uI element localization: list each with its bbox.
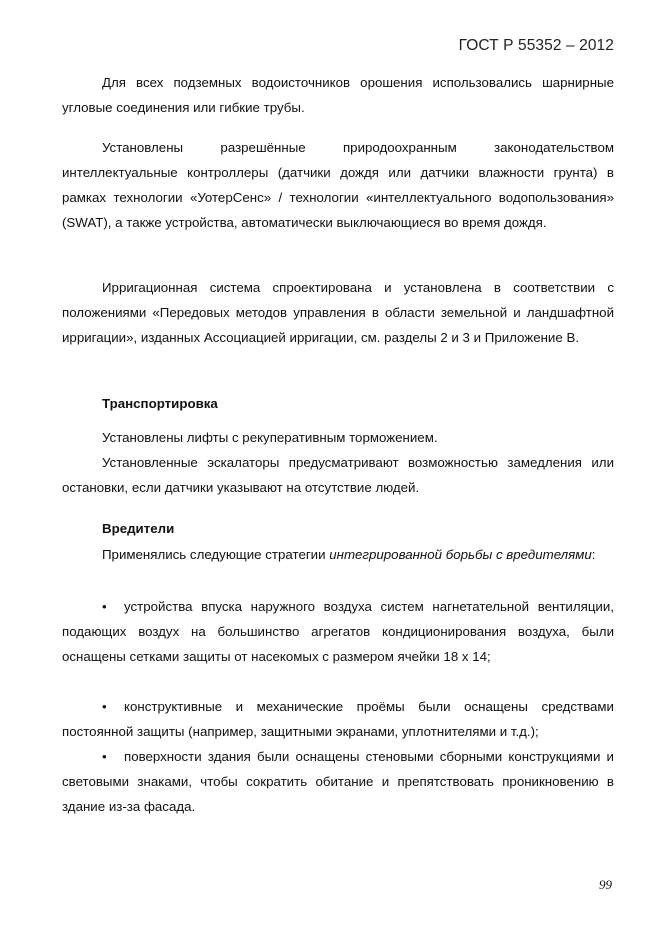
list-item xyxy=(62,744,614,819)
paragraph-irrigation-joints: Для всех подземных водоисточников орошения использовались шарнирные угловые соединения или гибкие трубы. xyxy=(62,75,614,115)
list-item-text: устройства впуска наружного воздуха систем нагнетательной вентиляции, подающих воздух на большинство агрегатов кондиционирования воздуха, были оснащены сетками защиты от насекомых с размером ячейки 18 х 14; xyxy=(62,599,614,664)
paragraph-escalators: Установленные эскалаторы предусматривают возможностью замедления или остановки, если датчики указывают на отсутствие людей. xyxy=(62,455,614,495)
pest-intro-italic: интегрированной борьбы с вредителями xyxy=(329,547,592,562)
paragraph-elevators: Установлены лифты с рекуперативным торможением. xyxy=(102,430,438,445)
list-item xyxy=(62,694,614,744)
paragraph-irrigation-design: Ирригационная система спроектирована и установлена в соответствии с положениями «Передовых методов управления в области земельной и ландшафтной ирригации», изданных Ассоциацией ирригации, см. разделы 2 и 3 и Приложение В. xyxy=(62,280,614,345)
heading-transport: Транспортировка xyxy=(102,396,218,411)
page-number: 99 xyxy=(599,877,612,892)
list-item-text: поверхности здания были оснащены стеновыми сборными конструкциями и световыми знаками, чтобы сократить обитание и препятствовать проникновению в здание из-за фасада. xyxy=(62,749,614,814)
bullet-icon: • xyxy=(102,699,107,714)
paragraph-smart-controllers: Установлены разрешённые природоохранным законодательством интеллектуальные контроллеры (датчики дождя или датчики влажности грунта) в рамках технологии «УотерСенс» / технологии «интеллектуального водопользования» (SWAT), а также устройства, автоматически выключающиеся во время дождя. xyxy=(62,140,614,230)
bullet-icon: • xyxy=(102,749,107,764)
document-header: ГОСТ Р 55352 – 2012 xyxy=(458,37,614,54)
pest-intro-text: Применялись следующие стратегии xyxy=(102,547,330,562)
pest-intro-end: : xyxy=(591,547,596,562)
bullet-icon: • xyxy=(102,599,107,614)
list-item-text: конструктивные и механические проёмы были оснащены средствами постоянной защиты (например, защитными экранами, уплотнителями и т.д.); xyxy=(62,699,614,739)
list-item xyxy=(62,594,614,669)
paragraph-pest-intro xyxy=(62,542,614,567)
heading-pests: Вредители xyxy=(102,521,175,536)
